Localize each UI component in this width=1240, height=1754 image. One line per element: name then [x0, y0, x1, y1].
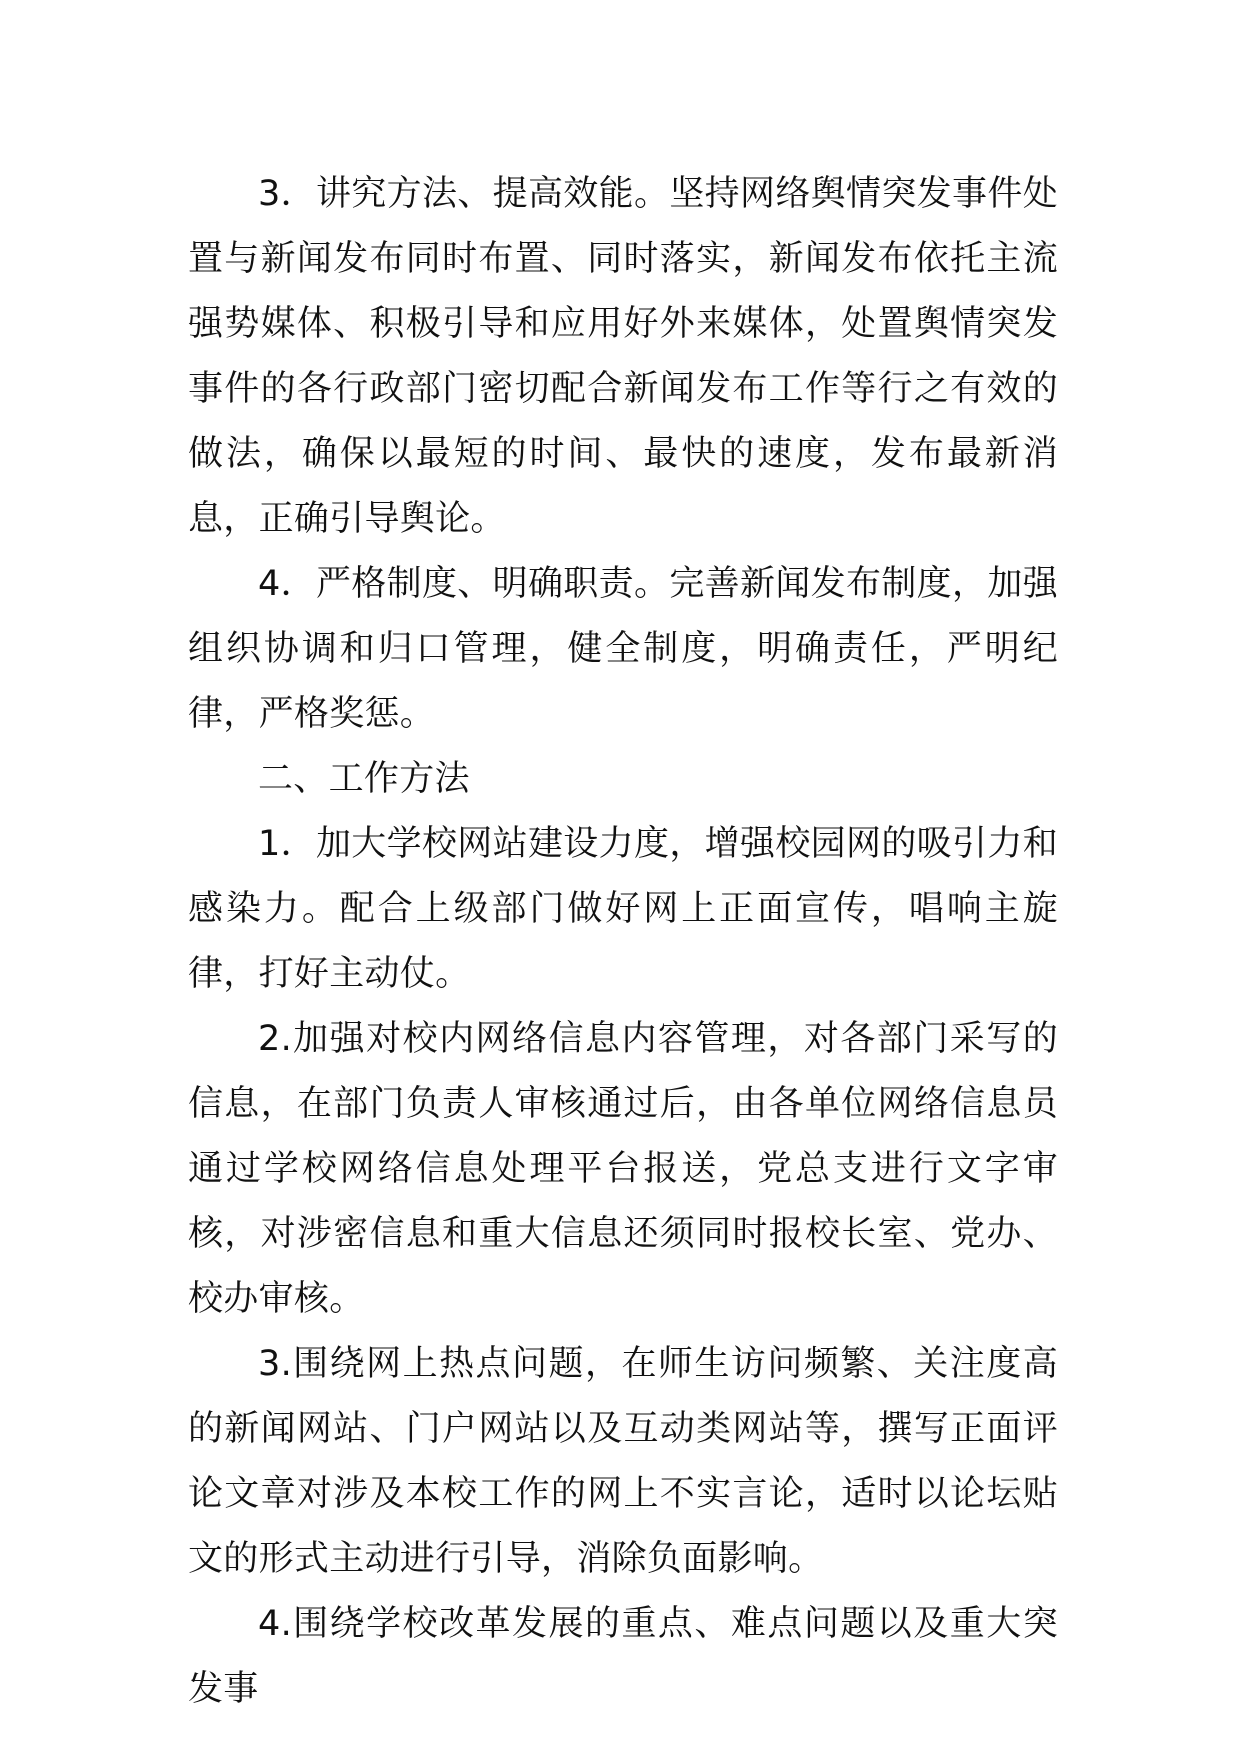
paragraph-work-4: 4.围绕学校改革发展的重点、难点问题以及重大突发事: [188, 1604, 1058, 1709]
section-heading-work-methods: 二、工作方法: [258, 759, 470, 799]
paragraph-work-1: 1．加大学校网站建设力度，增强校园网的吸引力和感染力。配合上级部门做好网上正面宣传，唱响主旋律，打好主动仗。: [188, 824, 1058, 994]
document-body: [188, 162, 1058, 1722]
paragraph-work-2: 2.加强对校内网络信息内容管理，对各部门采写的信息，在部门负责人审核通过后，由各单位网络信息员通过学校网络信息处理平台报送，党总支进行文字审核，对涉密信息和重大信息还须同时报校长室、党办、校办审核。: [188, 1019, 1058, 1319]
paragraph-method-3: 3．讲究方法、提高效能。坚持网络舆情突发事件处置与新闻发布同时布置、同时落实，新闻发布依托主流强势媒体、积极引导和应用好外来媒体，处置舆情突发事件的各行政部门密切配合新闻发布工作等行之有效的做法，确保以最短的时间、最快的速度，发布最新消息，正确引导舆论。: [188, 174, 1058, 539]
paragraph-method-4: 4．严格制度、明确职责。完善新闻发布制度，加强组织协调和归口管理，健全制度，明确责任，严明纪律，严格奖惩。: [188, 564, 1058, 734]
paragraph-work-3: 3.围绕网上热点问题，在师生访问频繁、关注度高的新闻网站、门户网站以及互动类网站等，撰写正面评论文章对涉及本校工作的网上不实言论，适时以论坛贴文的形式主动进行引导，消除负面影响。: [188, 1344, 1058, 1579]
